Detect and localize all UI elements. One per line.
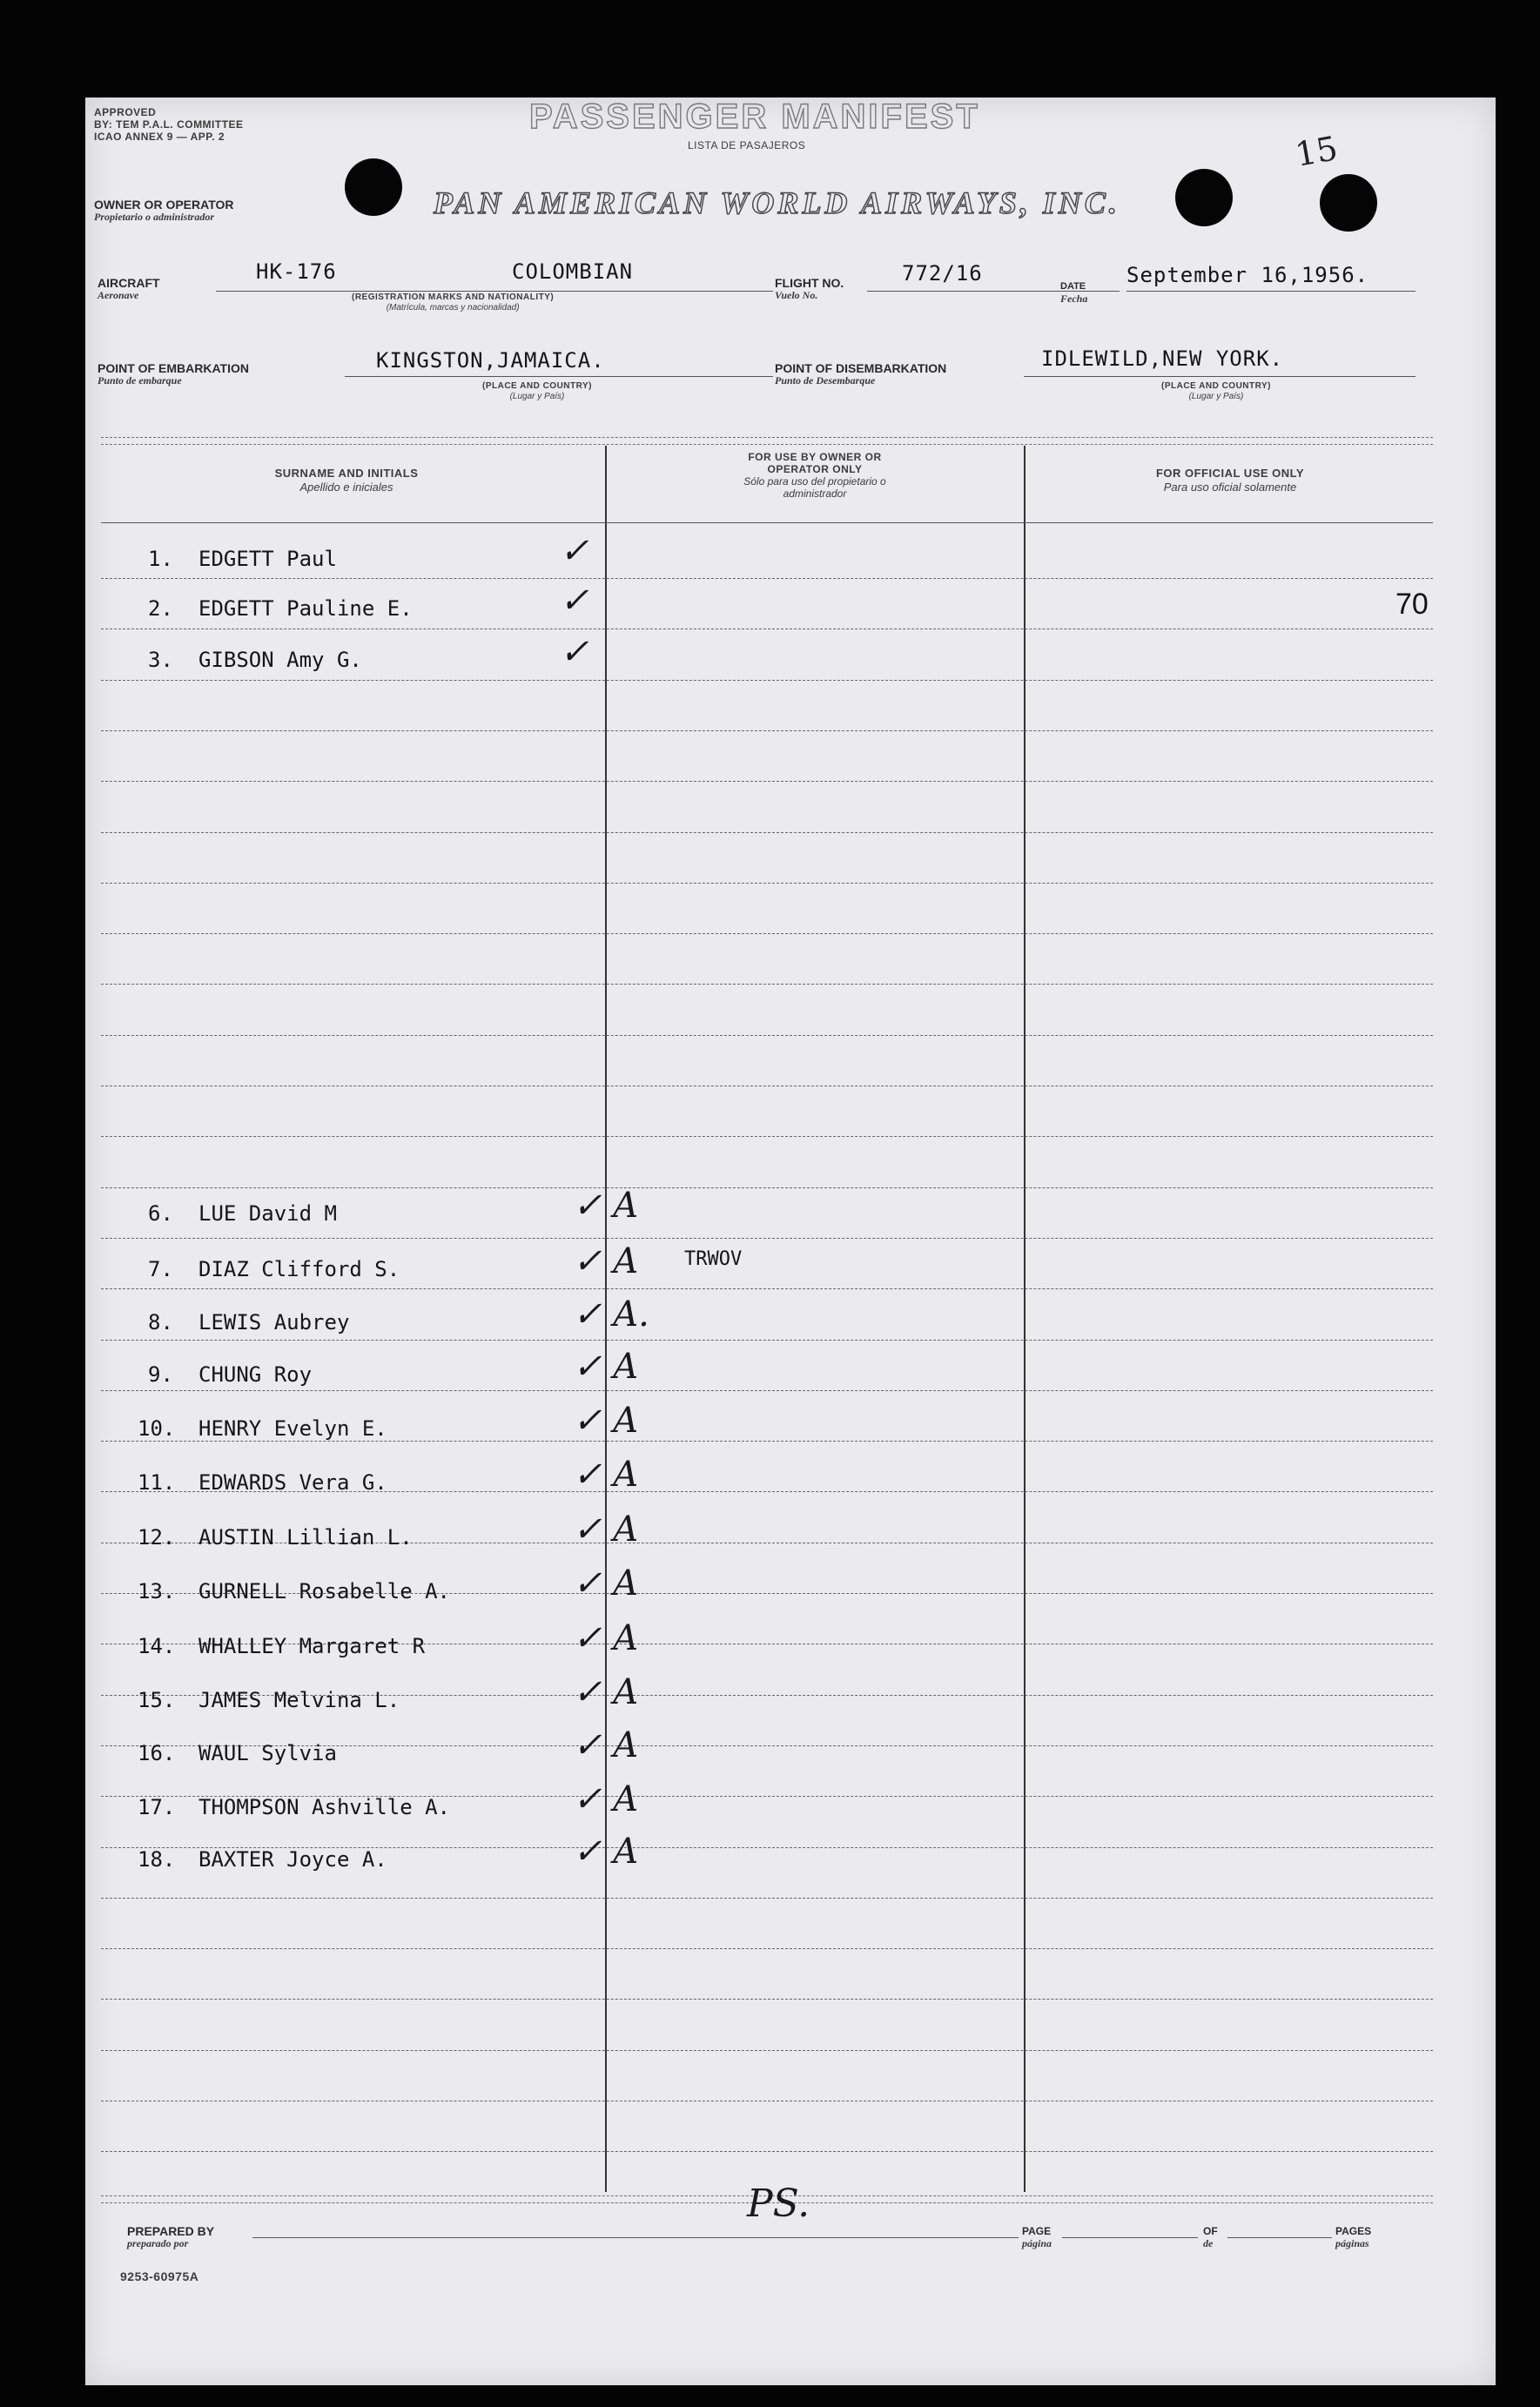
- column-divider: [1024, 446, 1026, 2192]
- embarkation-label: POINT OF EMBARKATION Punto de embarque: [98, 361, 249, 387]
- aircraft-underline: [216, 291, 773, 292]
- passenger-number: 3.: [148, 648, 173, 672]
- column-header-names: SURNAME AND INITIALS Apellido e iniciales: [274, 467, 419, 494]
- aircraft-label: AIRCRAFT Aeronave: [98, 276, 160, 301]
- passenger-name: CHUNG Roy: [198, 1362, 313, 1387]
- row-rule: [101, 1187, 1433, 1188]
- passenger-name: JAMES Melvina L.: [198, 1688, 400, 1712]
- check-mark: ✓ A: [573, 1241, 639, 1281]
- passenger-name: DIAZ Clifford S.: [198, 1257, 400, 1281]
- passenger-name: EDWARDS Vera G.: [198, 1470, 387, 1495]
- check-mark: ✓: [560, 531, 589, 571]
- date-label: DATE Fecha: [1060, 281, 1088, 305]
- page-label: PAGE página: [1022, 2225, 1052, 2249]
- row-rule: [101, 1898, 1433, 1899]
- check-mark: ✓ A: [573, 1672, 639, 1712]
- punch-hole: [1175, 169, 1233, 226]
- check-mark: ✓ A: [573, 1725, 639, 1765]
- airline-name: PAN AMERICAN WORLD AIRWAYS, INC.: [434, 185, 1120, 220]
- check-mark: ✓ A: [573, 1832, 639, 1872]
- passenger-number: 15.: [138, 1688, 176, 1712]
- passenger-name: GURNELL Rosabelle A.: [198, 1579, 450, 1604]
- of-label: OF de: [1203, 2225, 1218, 2249]
- row-rule: [101, 2151, 1433, 2152]
- passenger-name: HENRY Evelyn E.: [198, 1416, 387, 1441]
- row-rule: [101, 832, 1433, 833]
- preparer-initials: PS.: [747, 2182, 810, 2226]
- row-rule: [101, 1238, 1433, 1239]
- passenger-number: 10.: [138, 1416, 176, 1441]
- passenger-name: GIBSON Amy G.: [198, 648, 362, 672]
- passenger-name: AUSTIN Lillian L.: [198, 1525, 413, 1550]
- row-rule: [101, 984, 1433, 985]
- check-mark: ✓ A: [573, 1779, 639, 1819]
- row-rule: [101, 730, 1433, 731]
- passenger-name: BAXTER Joyce A.: [198, 1847, 387, 1872]
- operator-note: TRWOV: [684, 1248, 743, 1270]
- manifest-title-es: LISTA DE PASAJEROS: [688, 139, 806, 151]
- passenger-number: 6.: [148, 1201, 173, 1226]
- passenger-name: THOMPSON Ashville A.: [198, 1795, 450, 1819]
- row-rule: [101, 1441, 1433, 1442]
- passenger-name: EDGETT Paul: [198, 547, 337, 571]
- embarkation-underline: [345, 376, 773, 377]
- flight-date: September 16,1956.: [1126, 263, 1369, 287]
- passenger-name: LUE David M: [198, 1201, 337, 1226]
- embarkation-place: KINGSTON,JAMAICA.: [376, 348, 605, 373]
- passenger-number: 8.: [148, 1310, 173, 1335]
- table-top-rule: [101, 437, 1433, 438]
- check-mark: ✓ A: [573, 1455, 639, 1495]
- row-rule: [101, 883, 1433, 884]
- approval-line: ICAO ANNEX 9 — APP. 2: [94, 131, 225, 143]
- aircraft-registration: HK-176: [256, 259, 337, 284]
- date-underline: [1126, 291, 1416, 292]
- check-mark: ✓: [560, 632, 589, 672]
- header-bottom-rule: [101, 522, 1433, 523]
- manifest-sheet: [85, 97, 1496, 2385]
- passenger-number: 13.: [138, 1579, 176, 1604]
- row-rule: [101, 680, 1433, 681]
- approval-block: [94, 106, 244, 143]
- check-mark: ✓ A: [573, 1509, 639, 1550]
- row-rule: [101, 1288, 1433, 1289]
- check-mark: ✓ A: [573, 1563, 639, 1604]
- approval-line: APPROVED: [94, 106, 157, 118]
- passenger-number: 11.: [138, 1470, 176, 1495]
- row-rule: [101, 1390, 1433, 1391]
- registration-caption: (REGISTRATION MARKS AND NATIONALITY) (Matrícula, marcas y nacionalidad): [352, 292, 555, 313]
- flight-number: 772/16: [902, 261, 983, 286]
- table-top-rule: [101, 444, 1433, 445]
- prepared-by-label: PREPARED BY preparado por: [127, 2224, 215, 2249]
- passenger-number: 2.: [148, 596, 173, 621]
- page-underline: [1062, 2237, 1198, 2238]
- passenger-number: 9.: [148, 1362, 173, 1387]
- aircraft-nationality: COLOMBIAN: [512, 259, 634, 284]
- punch-hole: [345, 158, 402, 216]
- row-rule: [101, 1999, 1433, 2000]
- check-mark: ✓ A: [573, 1347, 639, 1387]
- form-number: 9253-60975A: [120, 2269, 199, 2283]
- row-rule: [101, 1035, 1433, 1036]
- prepared-by-underline: [252, 2237, 1019, 2238]
- flight-no-label: FLIGHT NO. Vuelo No.: [775, 276, 844, 301]
- disembarkation-place: IDLEWILD,NEW YORK.: [1041, 346, 1284, 371]
- official-entry: 70: [1395, 588, 1429, 621]
- passenger-number: 16.: [138, 1741, 176, 1765]
- embarkation-caption: (PLACE AND COUNTRY) (Lugar y País): [482, 381, 592, 401]
- row-rule: [101, 1948, 1433, 1949]
- check-mark: ✓ A: [573, 1401, 639, 1441]
- passenger-name: LEWIS Aubrey: [198, 1310, 350, 1335]
- passenger-number: 7.: [148, 1257, 173, 1281]
- check-mark: ✓ A.: [573, 1294, 649, 1335]
- passenger-number: 1.: [148, 547, 173, 571]
- manifest-title: PASSENGER MANIFEST: [529, 97, 980, 136]
- passenger-number: 12.: [138, 1525, 176, 1550]
- check-mark: ✓ A: [573, 1618, 639, 1658]
- passenger-name: WAUL Sylvia: [198, 1741, 337, 1765]
- approval-line: BY: TEM P.A.L. COMMITTEE: [94, 118, 244, 131]
- disembarkation-caption: (PLACE AND COUNTRY) (Lugar y País): [1161, 381, 1271, 401]
- pages-label: PAGES páginas: [1335, 2225, 1372, 2249]
- of-underline: [1227, 2237, 1332, 2238]
- passenger-number: 17.: [138, 1795, 176, 1819]
- column-header-owner-use: FOR USE BY OWNER OR OPERATOR ONLY Sólo para uso del propietario o administrador: [743, 451, 886, 500]
- row-rule: [101, 1340, 1433, 1341]
- passenger-name: EDGETT Pauline E.: [198, 596, 413, 621]
- column-header-official-use: FOR OFFICIAL USE ONLY Para uso oficial solamente: [1155, 467, 1305, 494]
- row-rule: [101, 2050, 1433, 2051]
- passenger-number: 14.: [138, 1634, 176, 1658]
- row-rule: [101, 933, 1433, 934]
- row-rule: [101, 1136, 1433, 1137]
- disembarkation-label: POINT OF DISEMBARKATION Punto de Desembarque: [775, 361, 947, 387]
- owner-label: OWNER OR OPERATOR Propietario o administrador: [94, 198, 234, 223]
- punch-hole: [1320, 174, 1377, 232]
- passenger-number: 18.: [138, 1847, 176, 1872]
- disembarkation-underline: [1024, 376, 1416, 377]
- row-rule: [101, 578, 1433, 579]
- corner-handwritten-mark: 15: [1292, 129, 1341, 174]
- passenger-name: WHALLEY Margaret R: [198, 1634, 426, 1658]
- row-rule: [101, 781, 1433, 782]
- check-mark: ✓: [560, 581, 589, 621]
- check-mark: ✓ A: [573, 1186, 639, 1226]
